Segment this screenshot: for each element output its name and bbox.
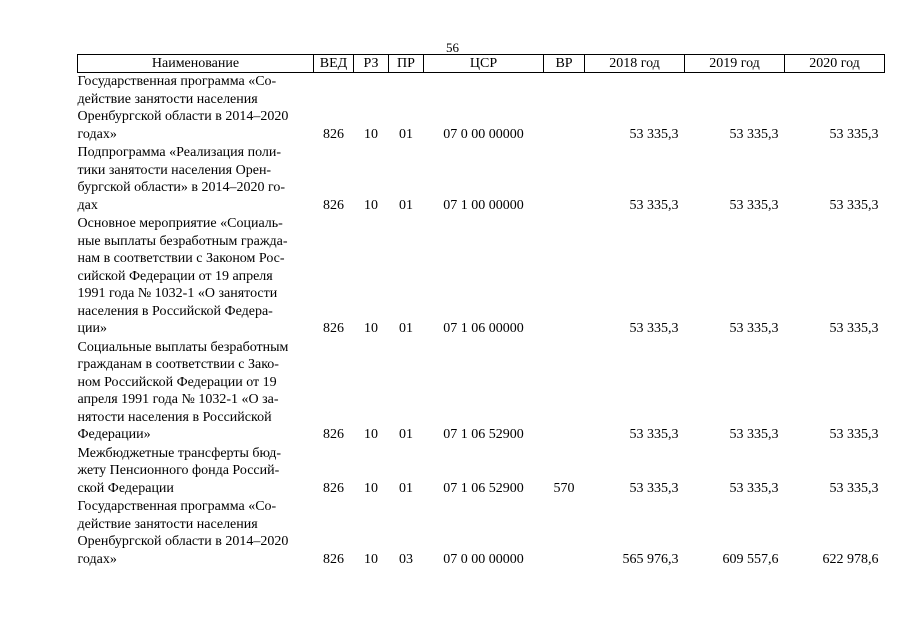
table-row	[78, 73, 885, 145]
cell-rz: 10	[364, 321, 378, 336]
row-name-line: Межбюджетные трансферты бюд-	[77, 445, 282, 461]
cell-y2020: 53 335,3	[829, 480, 879, 496]
cell-ved: 826	[323, 427, 344, 442]
cell-csr: 07 1 00 00000	[443, 197, 524, 213]
cell-y2019: 53 335,3	[729, 197, 779, 213]
cell-vr	[544, 215, 585, 339]
cell-y2018: 53 335,3	[629, 321, 679, 336]
row-name-line: ные выплаты безработным гражда-	[77, 233, 288, 249]
cell-csr: 07 1 06 52900	[443, 427, 524, 442]
cell-pr: 01	[399, 480, 413, 496]
cell-y2020: 53 335,3	[829, 321, 879, 336]
col-header-ved: ВЕД	[314, 55, 354, 73]
row-name-line: бургской области» в 2014–2020 го-	[77, 180, 286, 195]
row-name-line: Оренбургской области в 2014–2020	[77, 534, 289, 549]
row-name-line: Государственная программа «Со-	[77, 74, 277, 89]
col-header-csr: ЦСР	[424, 55, 544, 73]
row-name-line: ской Федерации	[77, 480, 174, 496]
row-name-cell	[78, 498, 314, 569]
cell-rz: 10	[364, 551, 378, 567]
cell-y2020: 622 978,6	[822, 551, 879, 567]
col-header-rz: РЗ	[354, 55, 389, 73]
row-name-cell	[78, 445, 314, 499]
cell-ved: 826	[323, 197, 344, 213]
table-row	[78, 445, 885, 499]
cell-y2019: 53 335,3	[729, 321, 779, 336]
row-name-line: жету Пенсионного фонда Россий-	[77, 463, 280, 478]
col-header-vr: ВР	[544, 55, 585, 73]
col-header-pr: ПР	[389, 55, 424, 73]
row-name-line: Оренбургской области в 2014–2020	[77, 109, 289, 124]
cell-pr: 01	[399, 427, 413, 442]
cell-ved: 826	[323, 551, 344, 567]
row-name-cell	[78, 73, 314, 145]
row-name-line: действие занятости населения	[77, 516, 258, 532]
cell-y2019: 609 557,6	[722, 551, 779, 567]
row-name-line: Федерации»	[77, 427, 151, 442]
cell-rz: 10	[364, 480, 378, 496]
row-name-line: ном Российской Федерации от 19	[77, 374, 277, 390]
cell-y2018: 53 335,3	[629, 427, 679, 442]
row-name-line: нятости населения в Российской	[77, 409, 272, 425]
cell-csr: 07 1 06 00000	[443, 321, 524, 336]
cell-csr: 07 0 00 00000	[443, 551, 524, 567]
cell-vr	[544, 339, 585, 445]
row-name-line: Социальные выплаты безработным	[77, 339, 289, 355]
table-row	[78, 339, 885, 445]
cell-pr: 01	[399, 321, 413, 336]
row-name-cell	[78, 339, 314, 445]
col-header-2020: 2020 год	[785, 55, 885, 73]
row-name-line: Основное мероприятие «Социаль-	[77, 216, 283, 231]
row-name-line: действие занятости населения	[77, 91, 258, 107]
cell-csr: 07 1 06 52900	[443, 480, 524, 496]
col-header-2019: 2019 год	[685, 55, 785, 73]
col-header-2018: 2018 год	[585, 55, 685, 73]
row-name-line: тики занятости населения Орен-	[77, 162, 272, 178]
row-name-line: дах	[77, 197, 98, 213]
cell-csr: 07 0 00 00000	[443, 126, 524, 142]
cell-y2018: 53 335,3	[629, 197, 679, 213]
cell-y2020: 53 335,3	[829, 126, 879, 142]
cell-pr: 01	[399, 197, 413, 213]
cell-vr: 570	[553, 480, 575, 496]
cell-vr	[544, 73, 585, 145]
row-name-line: Государственная программа «Со-	[77, 499, 277, 514]
row-name-line: Подпрограмма «Реализация поли-	[77, 145, 282, 160]
cell-y2018: 53 335,3	[629, 126, 679, 142]
row-name-line: годах»	[77, 551, 117, 567]
cell-y2019: 53 335,3	[729, 480, 779, 496]
cell-y2018: 53 335,3	[629, 480, 679, 496]
cell-y2020: 53 335,3	[829, 427, 879, 442]
cell-y2019: 53 335,3	[729, 126, 779, 142]
cell-pr: 03	[399, 551, 413, 567]
budget-table	[77, 54, 885, 569]
cell-vr	[544, 144, 585, 215]
row-name-line: сийской Федерации от 19 апреля	[77, 268, 273, 284]
row-name-cell	[78, 144, 314, 215]
cell-ved: 826	[323, 321, 344, 336]
cell-y2019: 53 335,3	[729, 427, 779, 442]
row-name-line: апреля 1991 года № 1032-1 «О за-	[77, 392, 279, 407]
cell-ved: 826	[323, 126, 344, 142]
page-number: 56	[446, 40, 459, 55]
table-row	[78, 215, 885, 339]
cell-vr	[544, 498, 585, 569]
row-name-cell	[78, 215, 314, 339]
table-header-row	[78, 55, 885, 73]
cell-pr: 01	[399, 126, 413, 142]
table-row	[78, 498, 885, 569]
row-name-line: годах»	[77, 126, 117, 142]
col-header-name: Наименование	[78, 55, 314, 73]
cell-y2018: 565 976,3	[622, 551, 679, 567]
row-name-line: 1991 года № 1032-1 «О занятости	[77, 286, 278, 301]
cell-rz: 10	[364, 427, 378, 442]
row-name-line: гражданам в соответствии с Зако-	[77, 357, 279, 372]
row-name-line: ции»	[77, 321, 107, 336]
row-name-line: населения в Российской Федера-	[77, 303, 273, 319]
cell-y2020: 53 335,3	[829, 197, 879, 213]
cell-ved: 826	[323, 480, 344, 496]
row-name-line: нам в соответствии с Законом Рос-	[77, 251, 285, 266]
cell-rz: 10	[364, 126, 378, 142]
table-body	[78, 73, 885, 570]
table-row	[78, 144, 885, 215]
cell-rz: 10	[364, 197, 378, 213]
